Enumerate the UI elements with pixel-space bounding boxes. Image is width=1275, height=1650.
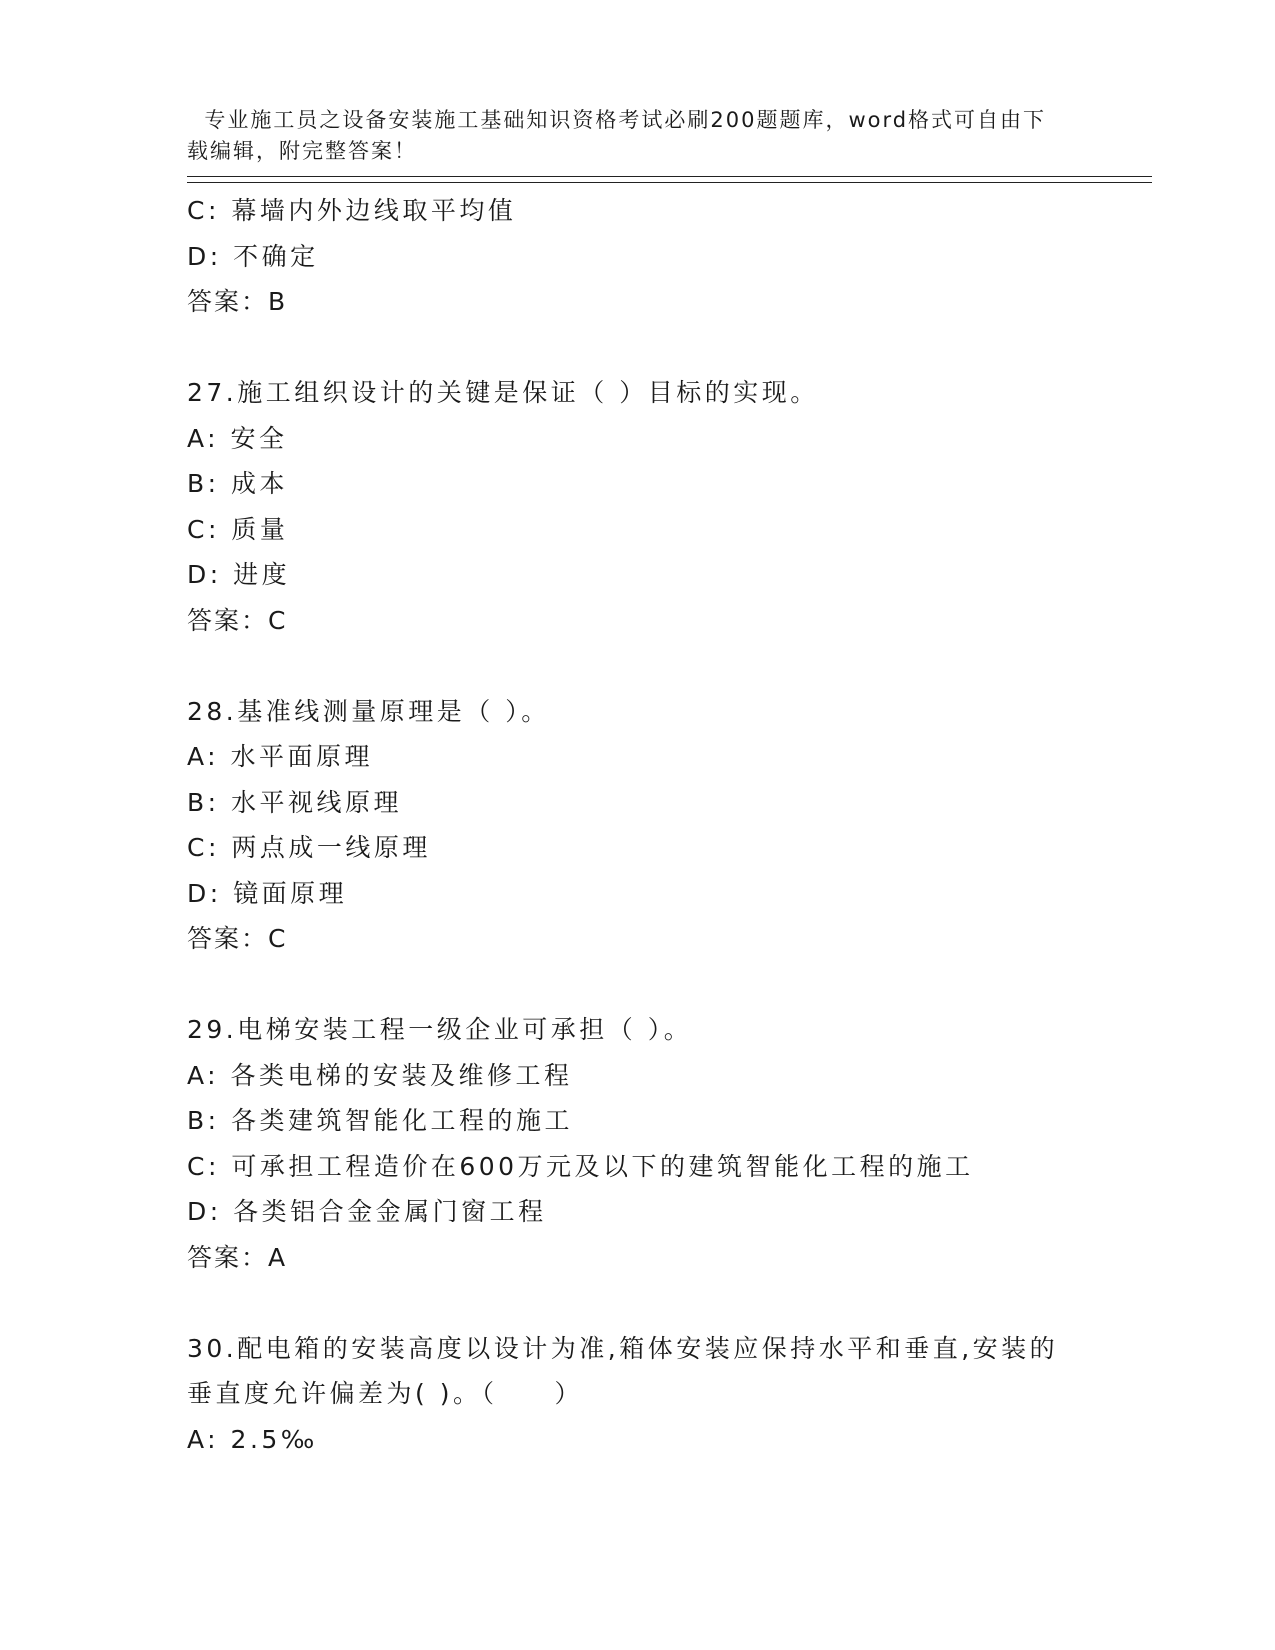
header-rule-bottom bbox=[187, 182, 1152, 183]
spacer bbox=[187, 1280, 1087, 1326]
option-text: 进度 bbox=[233, 560, 291, 589]
option-label: D: bbox=[187, 560, 222, 589]
answer-line: 答案：B bbox=[187, 287, 288, 316]
question-stem-continued: 垂直度允许偏差为( )。（ ） bbox=[187, 1379, 583, 1408]
question-stem: 27.施工组织设计的关键是保证（ ）目标的实现。 bbox=[187, 378, 819, 407]
option-label: A: bbox=[187, 742, 220, 771]
document-header bbox=[187, 74, 1067, 167]
option-line bbox=[187, 825, 1087, 871]
question-stem: 29.电梯安装工程一级企业可承担（ ）。 bbox=[187, 1015, 693, 1044]
option-label: A: bbox=[187, 423, 220, 453]
option-line bbox=[187, 1098, 1087, 1144]
option-text: 安全 bbox=[230, 423, 288, 453]
option-text: 可承担工程造价在600万元及以下的建筑智能化工程的施工 bbox=[231, 1151, 974, 1181]
option-line bbox=[187, 461, 1087, 507]
option-label: B: bbox=[187, 787, 220, 817]
option-label: A: bbox=[187, 1424, 220, 1454]
option-label: B: bbox=[187, 1106, 220, 1135]
option-label: B: bbox=[187, 469, 220, 498]
header-rule-top bbox=[187, 176, 1152, 177]
option-line bbox=[187, 1053, 1087, 1099]
answer-line: 答案：C bbox=[187, 605, 288, 635]
option-label: D: bbox=[187, 1197, 222, 1226]
option-label: C: bbox=[187, 196, 220, 225]
option-text: 质量 bbox=[231, 514, 289, 544]
answer-line: 答案：C bbox=[187, 924, 288, 953]
option-label: C: bbox=[187, 514, 220, 544]
option-text: 两点成一线原理 bbox=[231, 833, 431, 862]
option-text: 水平视线原理 bbox=[231, 787, 403, 817]
question-stem: 30.配电箱的安装高度以设计为准,箱体安装应保持水平和垂直,安装的 bbox=[187, 1333, 1059, 1363]
option-line bbox=[187, 416, 1087, 462]
option-line bbox=[187, 1417, 1087, 1463]
option-line bbox=[187, 780, 1087, 826]
option-text: 幕墙内外边线取平均值 bbox=[231, 196, 517, 225]
option-line bbox=[187, 1144, 1087, 1190]
option-line bbox=[187, 1189, 1087, 1235]
option-line bbox=[187, 734, 1087, 780]
option-line bbox=[187, 507, 1087, 553]
option-text: 水平面原理 bbox=[230, 742, 374, 771]
option-text: 2.5‰ bbox=[230, 1424, 318, 1454]
answer-line: 答案：A bbox=[187, 1242, 288, 1272]
option-line bbox=[187, 871, 1087, 917]
option-text: 各类铝合金金属门窗工程 bbox=[233, 1197, 547, 1226]
spacer bbox=[187, 962, 1087, 1008]
question-content bbox=[187, 188, 1087, 1462]
option-text: 镜面原理 bbox=[233, 878, 348, 908]
option-line bbox=[187, 234, 1087, 280]
option-label: A: bbox=[187, 1060, 220, 1090]
option-line bbox=[187, 552, 1087, 598]
option-label: D: bbox=[187, 241, 222, 271]
spacer bbox=[187, 325, 1087, 371]
option-text: 各类建筑智能化工程的施工 bbox=[231, 1106, 574, 1135]
spacer bbox=[187, 643, 1087, 689]
option-line bbox=[187, 188, 1087, 234]
option-text: 各类电梯的安装及维修工程 bbox=[230, 1060, 573, 1090]
option-label: C: bbox=[187, 833, 220, 862]
option-text: 成本 bbox=[231, 469, 289, 498]
header-title: 专业施工员之设备安装施工基础知识资格考试必刷200题题库，word格式可自由下载编辑，附完整答案！ bbox=[187, 108, 1047, 163]
option-text: 不确定 bbox=[233, 241, 319, 271]
option-label: C: bbox=[187, 1151, 220, 1181]
option-label: D: bbox=[187, 878, 222, 908]
question-stem: 28.基准线测量原理是（ ）。 bbox=[187, 696, 550, 726]
